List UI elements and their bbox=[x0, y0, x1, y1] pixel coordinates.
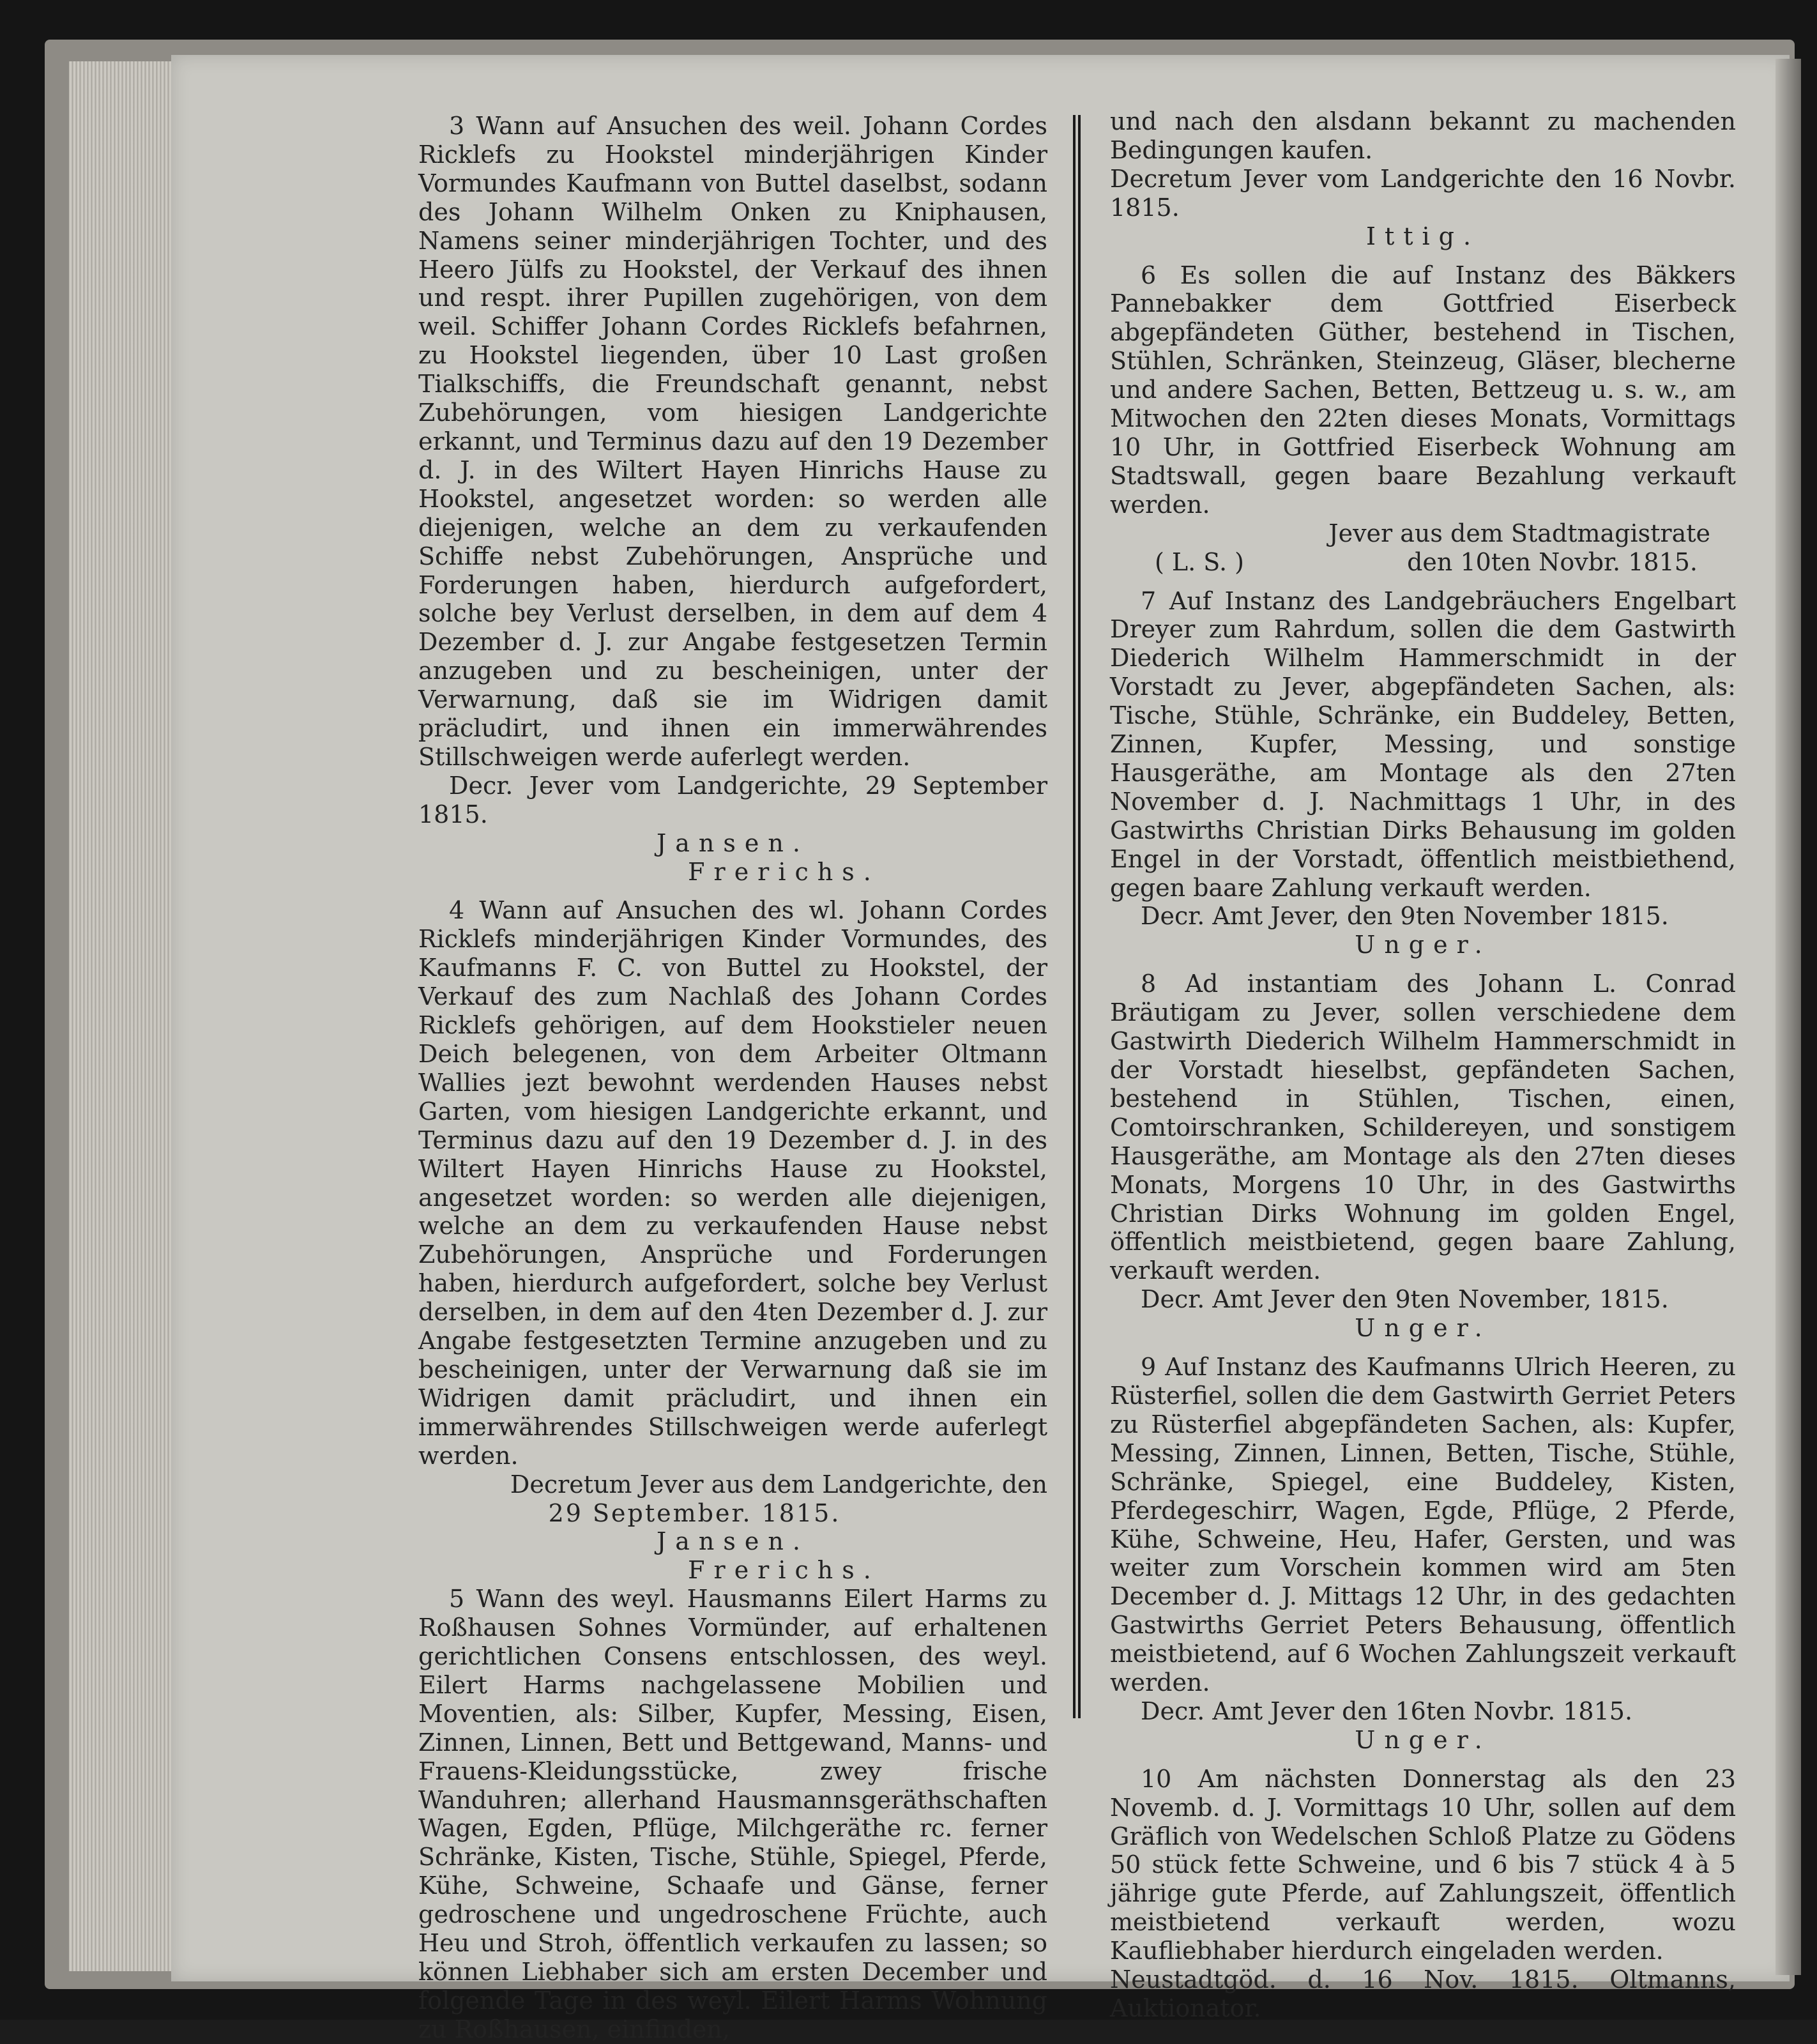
notice-9: 9 Auf Instanz des Kaufmanns Ulrich Heeren, zu Rüsterfiel, sollen die dem Gastwirth Gerriet Peters zu Rüsterfiel abgepfändeten Sachen, als: Kupfer, Messing, Zinnen, Linnen, Betten, Tische, Stühle, Schränke, Spiegel, eine Buddeley, Kisten, Pferdegeschirr, Wagen, Egde, Pflüge, 2 Pferde, Kühe, Schweine, Heu, Hafer, Gersten, und was weiter zum Vorschein kommen wird am 5ten December d. J. Mittags 12 Uhr, in des gedachten Gastwirths Gerriet Peters Behausung, öffentlich meistbietend, auf 6 Wochen Zahlungszeit verkauft werden. bbox=[1110, 1353, 1736, 1697]
notice-6-seal-line bbox=[1110, 548, 1736, 577]
notice-4: 4 Wann auf Ansuchen des wl. Johann Cordes Ricklefs minderjährigen Kinder Vormundes, des Kaufmanns F. C. von Buttel zu Hookstel, der Verkauf des zum Nachlaß des Johann Cordes Ricklefs gehörigen, auf dem Hookstieler neuen Deich belegenen, von dem Arbeiter Oltmann Wallies jezt bewohnt werdenden Hauses nebst Garten, vom hiesigen Landgerichte erkannt, und Terminus dazu auf den 19 Dezember d. J. in des Wiltert Hayen Hinrichs Hause zu Hookstel, angesetzet worden: so werden alle diejenigen, welche an dem zu verkaufenden Hause nebst Zubehörungen, Ansprüche und Forderungen haben, hierdurch aufgefordert, solche bey Verlust derselben, in dem auf den 4ten Dezember d. J. zur Angabe festgesetzten Termine anzugeben und zu bescheinigen, unter der Verwarnung daß sie im Widrigen damit präcludirt, und ihnen ein immerwährendes Stillschweigen werde auferlegt werden. bbox=[418, 896, 1047, 1470]
column-divider bbox=[1073, 115, 1081, 1718]
notice-3-signature-2: Frerichs. bbox=[688, 857, 880, 886]
notice-8-date: Decr. Amt Jever den 9ten November, 1815. bbox=[1141, 1285, 1669, 1314]
notice-3: 3 Wann auf Ansuchen des weil. Johann Cordes Ricklefs zu Hookstel minderjährigen Kinder Vormundes Kaufmann von Buttel daselbst, sodann des Johann Wilhelm Onken zu Kniphausen, Namens seiner minderjährigen Tochter, und des Heero Jülfs zu Hookstel, der Verkauf des ihnen und respt. ihrer Pupillen zugehörigen, von dem weil. Schiffer Johann Cordes Ricklefs befahrnen, zu Hookstel liegenden, über 10 Last großen Tialkschiffs, die Freundschaft genannt, nebst Zubehörungen, vom hiesigen Landgerichte erkannt, und Terminus dazu auf den 19 Dezember d. J. in des Wiltert Hayen Hinrichs Hause zu Hookstel, angesetzet worden: so werden alle diejenigen, welche an dem zu verkaufenden Schiffe nebst Zubehörungen, Ansprüche und Forderungen haben, hierdurch aufgefordert, solche bey Verlust derselben, in dem auf dem 4 Dezember d. J. zur Angabe festgesetzen Termin anzugeben und zu bescheinigen, unter der Verwarnung, daß sie im Widrigen damit präcludirt, und ihnen ein immerwährendes Stillschweigen werde auferlegt werden. bbox=[418, 112, 1047, 771]
notice-5-date: Decretum Jever vom Landgerichte den 16 Novbr. 1815. bbox=[1110, 164, 1736, 222]
notice-7-date: Decr. Amt Jever, den 9ten November 1815. bbox=[1141, 902, 1669, 931]
notice-5-signature: Ittig. bbox=[1365, 222, 1480, 250]
right-binding bbox=[1775, 59, 1801, 1975]
notice-7-signature: Unger. bbox=[1355, 931, 1491, 959]
left-column bbox=[418, 112, 1047, 2044]
notice-5: 5 Wann des weyl. Hausmanns Eilert Harms zu Roßhausen Sohnes Vormünder, auf erhaltenen gerichtlichen Consens entschlossen, des weyl. Eilert Harms nachgelassene Mobilien und Moventien, als: Silber, Kupfer, Messing, Eisen, Zinnen, Linnen, Bett und Bettgewand, Manns- und Frauens-Kleidungsstücke, zwey frische Wanduhren; allerhand Hausmannsgeräthschaften Wagen, Egden, Pflüge, Milchgeräthe rc. ferner Schränke, Kisten, Tische, Stühle, Spiegel, Pferde, Kühe, Schweine, Schaafe und Gänse, ferner gedroschene und ungedroschene Früchte, auch Heu und Stroh, öffentlich verkaufen zu lassen; so können Liebhaber sich am ersten December und folgende Tage in des weyl. Eilert Harms Wohnung zu Roßhausen, einfinden, bbox=[418, 1585, 1047, 2043]
notice-6-authority: Jever aus dem Stadtmagistrate bbox=[1328, 519, 1710, 547]
notice-9-date: Decr. Amt Jever den 16ten Novbr. 1815. bbox=[1141, 1697, 1633, 1725]
notice-8-signature: Unger. bbox=[1355, 1314, 1491, 1343]
page-edges bbox=[69, 61, 184, 1971]
notice-4-signature-2: Frerichs. bbox=[688, 1556, 880, 1585]
notice-3-date: Decr. Jever vom Landgerichte, 29 September 1815. bbox=[418, 771, 1047, 828]
notice-4-date-2: 29 September. 1815. bbox=[548, 1499, 841, 1527]
right-column bbox=[1110, 107, 1736, 2023]
official-seal: ( L. S. ) bbox=[1155, 547, 1244, 576]
notice-6: 6 Es sollen die auf Instanz des Bäkkers Pannebakker dem Gottfried Eiserbeck abgepfändeten Güther, bestehend in Tischen, Stühlen, Schränken, Steinzeug, Gläser, blecherne und andere Sachen, Betten, Bettzeug u. s. w., am Mitwochen den 22ten dieses Monats, Vormittags 10 Uhr, in Gottfried Eiserbeck Wohnung am Stadtswall, gegen baare Bezahlung verkauft werden. bbox=[1110, 261, 1736, 519]
notice-4-signature-1: Jansen. bbox=[657, 1527, 809, 1556]
notice-10: 10 Am nächsten Donnerstag als den 23 Novemb. d. J. Vormittags 10 Uhr, sollen auf dem Gräflich von Wedelschen Schloß Platze zu Gödens 50 stück fette Schweine, und 6 bis 7 stück 4 à 5 jährige gute Pferde, auf Zahlungszeit, öffentlich meistbietend verkauft werden, wozu Kaufliebhaber hierdurch eingeladen werden. bbox=[1110, 1764, 1736, 1965]
notice-9-signature: Unger. bbox=[1355, 1725, 1491, 1754]
notice-7: 7 Auf Instanz des Landgebräuchers Engelbart Dreyer zum Rahrdum, sollen die dem Gastwirth Diederich Wilhelm Hammerschmidt in der Vorstadt zu Jever, abgepfändeten Sachen, als: Tische, Stühle, Schränke, ein Buddeley, Betten, Zinnen, Kupfer, Messing, und sonstige Hausgeräthe, am Montage als den 27ten November d. J. Nachmittags 1 Uhr, in des Gastwirths Christian Dirks Behausung im golden Engel in der Vorstadt, öffentlich meistbiethend, gegen baare Zahlung verkauft werden. bbox=[1110, 586, 1736, 902]
notice-10-footer: Neustadtgöd. d. 16 Nov. 1815. Oltmanns, Auktionator. bbox=[1110, 1965, 1736, 2022]
notice-5-continuation: und nach den alsdann bekannt zu machenden Bedingungen kaufen. bbox=[1110, 107, 1736, 164]
notice-4-date-1: Decretum Jever aus dem Landgerichte, den bbox=[510, 1470, 1047, 1499]
notice-3-signature-1: Jansen. bbox=[657, 828, 809, 857]
notice-6-date: den 10ten Novbr. 1815. bbox=[1407, 547, 1698, 576]
notice-8: 8 Ad instantiam des Johann L. Conrad Bräutigam zu Jever, sollen verschiedene dem Gastwirth Diederich Wilhelm Hammerschmidt in der Vorstadt hieselbst, gepfändeten Sachen, bestehend in Stühlen, Tischen, einen, Comtoirschranken, Schildereyen, und sonstigem Hausgeräthe, am Montage als den 27ten dieses Monats, Morgens 10 Uhr, in des Gastwirths Christian Dirks Wohnung im golden Engel, öffentlich meistbietend, gegen baare Zahlung, verkauft werden. bbox=[1110, 970, 1736, 1285]
